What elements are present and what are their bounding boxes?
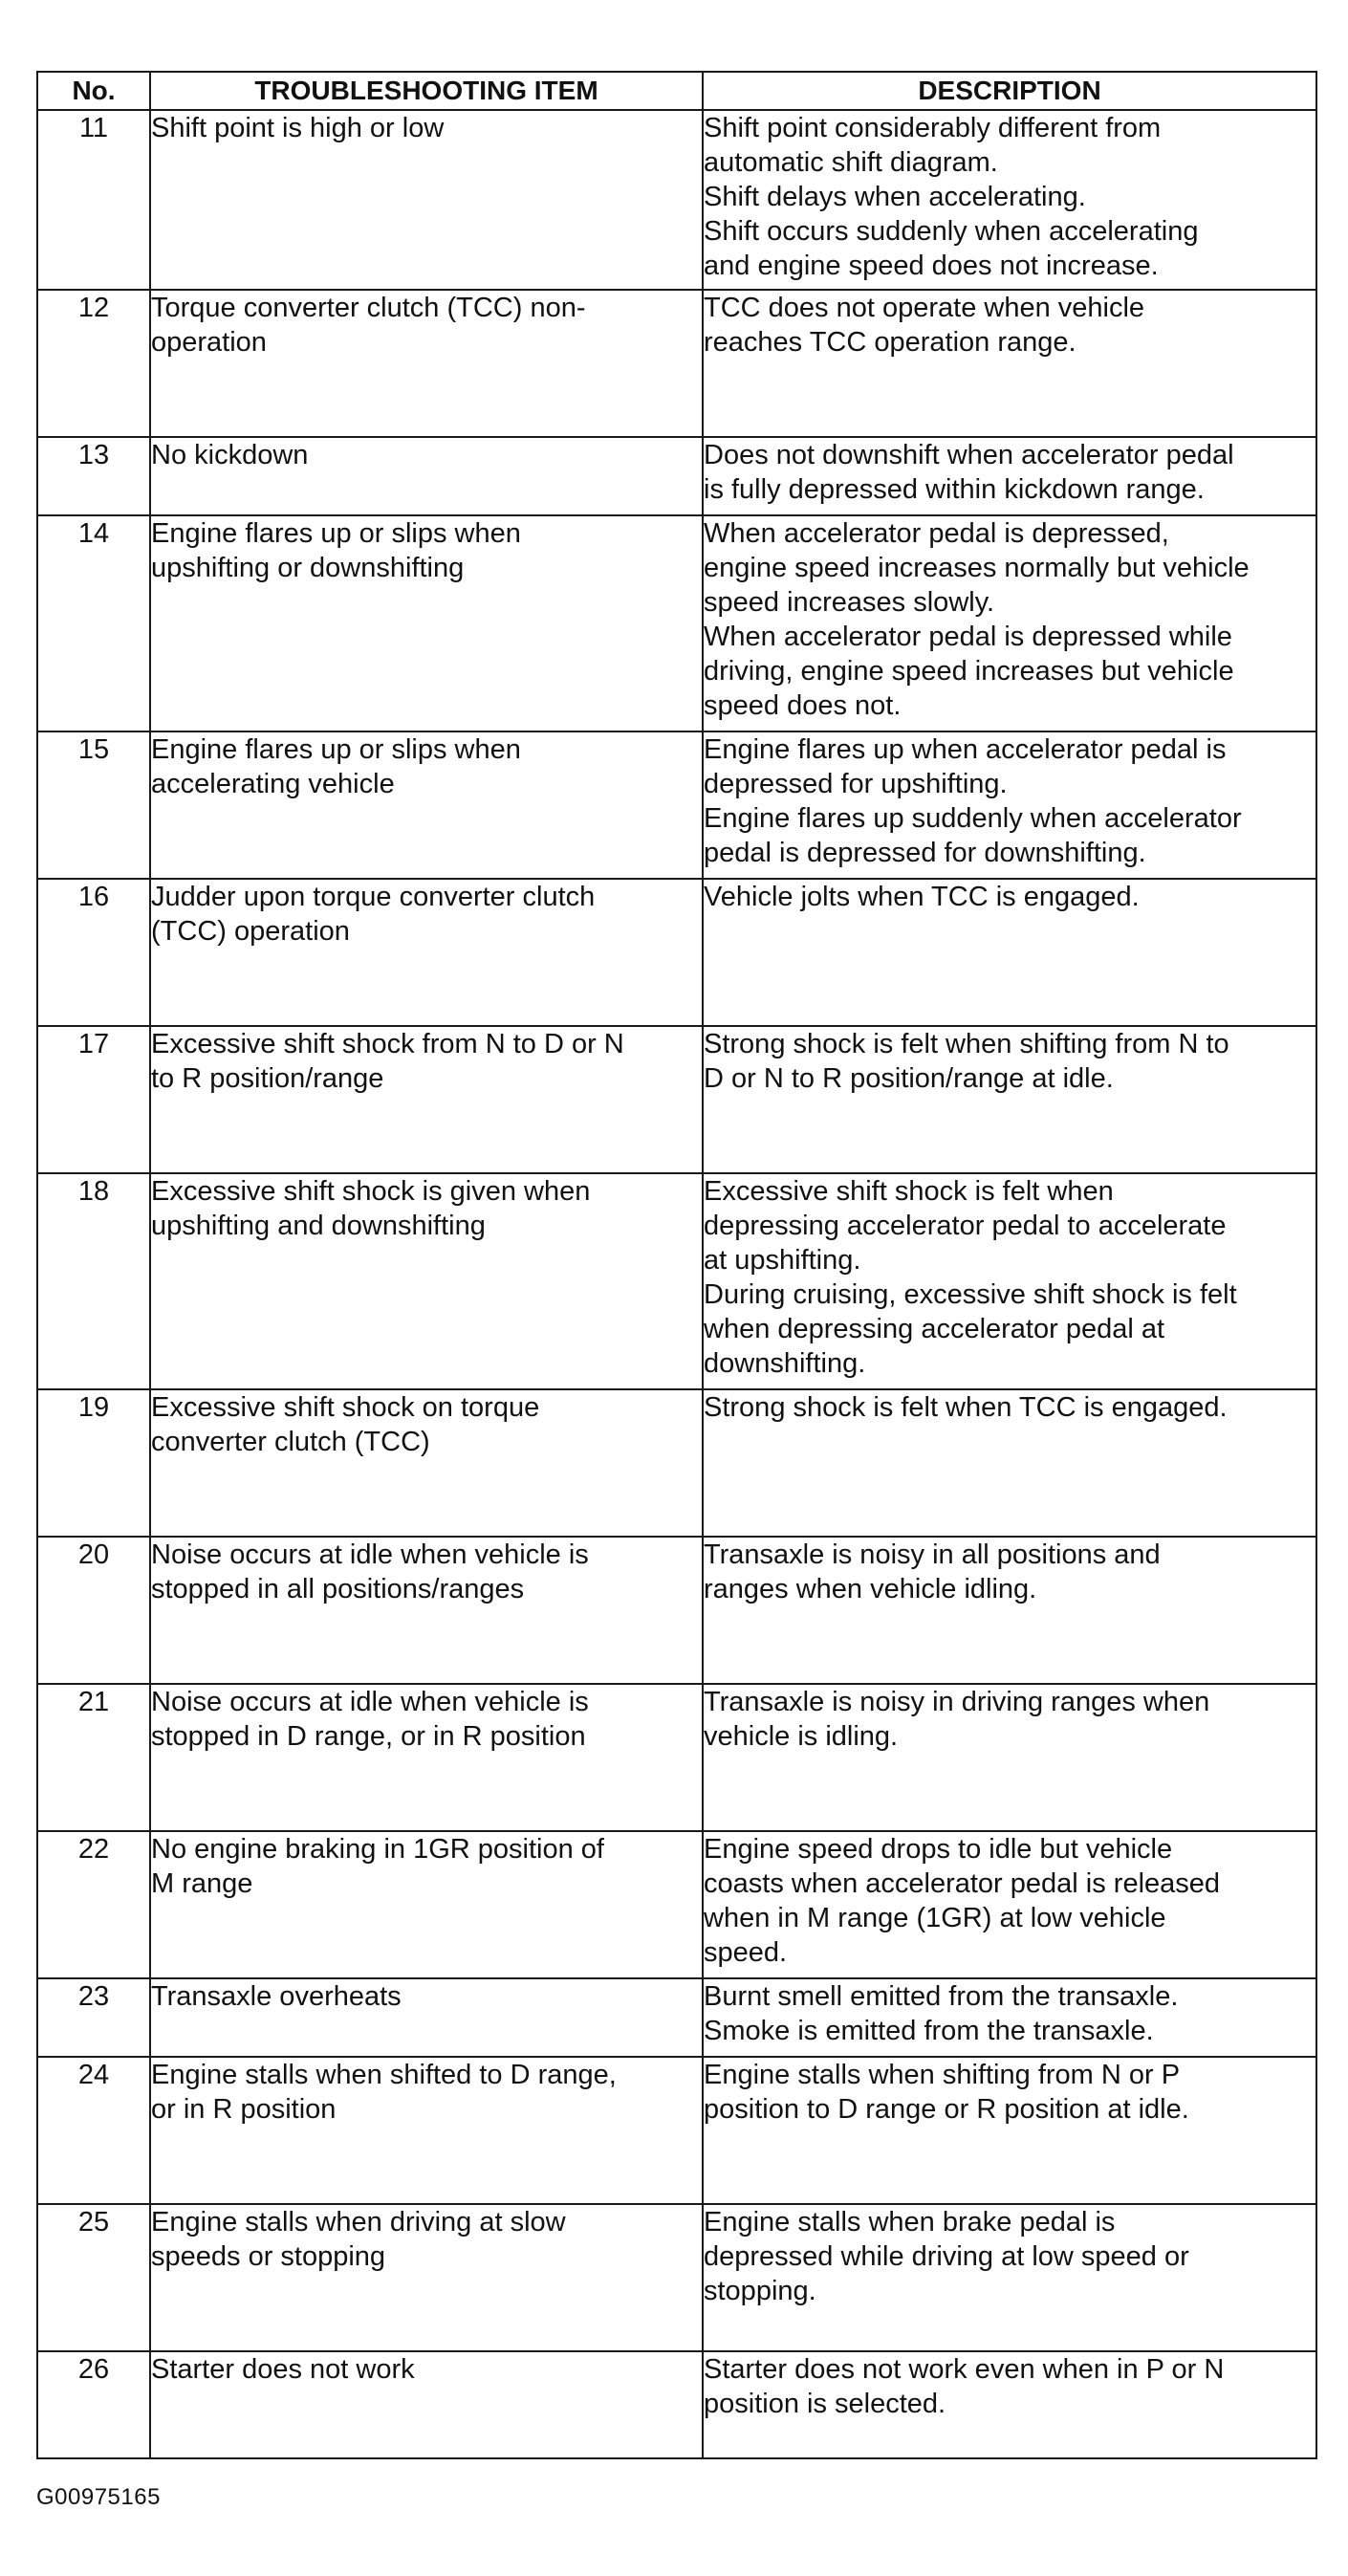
troubleshooting-item-cell [150,1389,703,1537]
header-troubleshooting-item: TROUBLESHOOTING ITEM [150,72,703,110]
description-cell [703,1389,1316,1537]
description-text: During cruising, excessive shift shock is felt [704,1279,1237,1310]
description-text: Transaxle is noisy in driving ranges when [704,1687,1210,1717]
troubleshooting-item-text: upshifting and downshifting [151,1211,486,1241]
description-cell [703,290,1316,437]
description-text: speed does not. [704,690,902,721]
table-row [37,1537,1316,1684]
description-text: reaches TCC operation range. [704,327,1076,358]
troubleshooting-item-cell [150,110,703,290]
description-text: Strong shock is felt when TCC is engaged. [704,1392,1228,1423]
row-number: 26 [37,2351,150,2458]
description-text: when in M range (1GR) at low vehicle [704,1903,1166,1933]
troubleshooting-item-cell [150,879,703,1026]
description-text: depressed for upshifting. [704,769,1008,799]
row-number: 13 [37,437,150,515]
description-text: Excessive shift shock is felt when [704,1176,1114,1207]
description-cell [703,731,1316,879]
troubleshooting-item-cell [150,2204,703,2351]
description-text: when depressing accelerator pedal at [704,1314,1165,1344]
table-body [37,110,1316,2458]
troubleshooting-item-cell [150,290,703,437]
description-cell [703,1831,1316,1978]
table-row [37,1389,1316,1537]
description-text: Engine stalls when brake pedal is [704,2207,1116,2238]
description-text: Does not downshift when accelerator pedal [704,440,1234,470]
description-text: Burnt smell emitted from the transaxle. [704,1981,1179,2012]
troubleshooting-item-text: Judder upon torque converter clutch [151,882,596,912]
description-text: Strong shock is felt when shifting from N to [704,1029,1229,1059]
description-text: depressed while driving at low speed or [704,2241,1189,2272]
troubleshooting-item-cell [150,2057,703,2204]
header-row [37,72,1316,110]
troubleshooting-item-text: operation [151,327,267,358]
description-text: TCC does not operate when vehicle [704,293,1145,323]
troubleshooting-item-text: Noise occurs at idle when vehicle is [151,1687,589,1717]
header-no: No. [37,72,150,110]
header-description: DESCRIPTION [703,72,1316,110]
description-cell [703,2204,1316,2351]
troubleshooting-item-text: Engine flares up or slips when [151,734,521,765]
description-text: engine speed increases normally but vehicle [704,553,1250,583]
troubleshooting-item-text: upshifting or downshifting [151,553,465,583]
description-text: automatic shift diagram. [704,147,998,178]
row-number: 24 [37,2057,150,2204]
troubleshooting-item-text: stopped in all positions/ranges [151,1574,525,1605]
row-number: 19 [37,1389,150,1537]
table-row [37,1978,1316,2057]
table-header [37,72,1316,110]
troubleshooting-item-cell [150,1978,703,2057]
table-row [37,1684,1316,1831]
troubleshooting-item-text: (TCC) operation [151,916,350,947]
figure-id: G00975165 [36,2484,161,2510]
row-number: 14 [37,515,150,731]
description-text: speed increases slowly. [704,587,995,618]
description-cell [703,437,1316,515]
description-text: depressing accelerator pedal to accelerate [704,1211,1227,1241]
troubleshooting-item-cell [150,2351,703,2458]
row-number: 18 [37,1173,150,1389]
description-cell [703,110,1316,290]
troubleshooting-item-text: to R position/range [151,1063,384,1094]
troubleshooting-item-text: Noise occurs at idle when vehicle is [151,1539,589,1570]
troubleshooting-item-text: Excessive shift shock from N to D or N [151,1029,624,1059]
troubleshooting-item-cell [150,437,703,515]
row-number: 22 [37,1831,150,1978]
table-row [37,1173,1316,1389]
row-number: 21 [37,1684,150,1831]
troubleshooting-item-cell [150,1173,703,1389]
description-text: Starter does not work even when in P or N [704,2354,1225,2385]
table-row [37,2351,1316,2458]
description-text: Engine speed drops to idle but vehicle [704,1834,1173,1865]
troubleshooting-item-text: speeds or stopping [151,2241,386,2272]
table-row [37,731,1316,879]
description-text: Shift delays when accelerating. [704,182,1086,212]
description-text: downshifting. [704,1348,866,1379]
row-number: 16 [37,879,150,1026]
description-text: is fully depressed within kickdown range. [704,474,1205,505]
table-row [37,515,1316,731]
troubleshooting-item-text: or in R position [151,2094,337,2125]
troubleshooting-table [36,71,1317,2459]
troubleshooting-item-text: Excessive shift shock on torque [151,1392,540,1423]
description-text: Engine stalls when shifting from N or P [704,2060,1181,2090]
description-cell [703,1684,1316,1831]
troubleshooting-item-text: No engine braking in 1GR position of [151,1834,604,1865]
row-number: 11 [37,110,150,290]
row-number: 17 [37,1026,150,1173]
description-cell [703,1026,1316,1173]
description-text: ranges when vehicle idling. [704,1574,1037,1605]
table-row [37,1026,1316,1173]
row-number: 15 [37,731,150,879]
description-text: Smoke is emitted from the transaxle. [704,2016,1154,2046]
troubleshooting-item-text: Shift point is high or low [151,113,445,143]
table-row [37,290,1316,437]
table-row [37,2057,1316,2204]
troubleshooting-item-text: Transaxle overheats [151,1981,402,2012]
troubleshooting-item-text: Engine stalls when driving at slow [151,2207,566,2238]
troubleshooting-item-text: Excessive shift shock is given when [151,1176,591,1207]
troubleshooting-item-cell [150,1537,703,1684]
description-cell [703,879,1316,1026]
troubleshooting-item-text: Engine flares up or slips when [151,518,521,549]
description-text: speed. [704,1937,788,1968]
table-row [37,2204,1316,2351]
description-text: Vehicle jolts when TCC is engaged. [704,882,1140,912]
description-text: driving, engine speed increases but vehicle [704,656,1234,687]
troubleshooting-item-text: accelerating vehicle [151,769,395,799]
troubleshooting-item-text: No kickdown [151,440,309,470]
table-row [37,1831,1316,1978]
row-number: 25 [37,2204,150,2351]
description-text: Engine flares up when accelerator pedal is [704,734,1227,765]
description-text: coasts when accelerator pedal is released [704,1868,1221,1899]
troubleshooting-item-cell [150,515,703,731]
description-text: pedal is depressed for downshifting. [704,838,1146,868]
troubleshooting-item-text: Torque converter clutch (TCC) non- [151,293,586,323]
table-row [37,110,1316,290]
description-text: position to D range or R position at idle. [704,2094,1189,2125]
description-text: and engine speed does not increase. [704,251,1159,281]
troubleshooting-item-text: Engine stalls when shifted to D range, [151,2060,617,2090]
description-text: vehicle is idling. [704,1721,899,1752]
description-text: Engine flares up suddenly when accelerator [704,803,1242,834]
troubleshooting-item-text: Starter does not work [151,2354,415,2385]
table-row [37,437,1316,515]
description-cell [703,2351,1316,2458]
troubleshooting-item-text: M range [151,1868,253,1899]
troubleshooting-item-cell [150,1831,703,1978]
description-cell [703,1173,1316,1389]
description-text: D or N to R position/range at idle. [704,1063,1114,1094]
troubleshooting-item-cell [150,1026,703,1173]
description-text: Transaxle is noisy in all positions and [704,1539,1161,1570]
description-cell [703,515,1316,731]
troubleshooting-item-text: converter clutch (TCC) [151,1427,430,1457]
description-cell [703,1537,1316,1684]
troubleshooting-item-cell [150,731,703,879]
description-text: When accelerator pedal is depressed while [704,622,1232,652]
description-text: Shift point considerably different from [704,113,1162,143]
description-text: stopping. [704,2276,816,2306]
troubleshooting-item-cell [150,1684,703,1831]
description-text: When accelerator pedal is depressed, [704,518,1169,549]
table-row [37,879,1316,1026]
description-text: at upshifting. [704,1245,861,1276]
row-number: 12 [37,290,150,437]
troubleshooting-item-text: stopped in D range, or in R position [151,1721,586,1752]
description-text: Shift occurs suddenly when accelerating [704,216,1199,247]
row-number: 23 [37,1978,150,2057]
description-cell [703,1978,1316,2057]
description-text: position is selected. [704,2389,946,2419]
row-number: 20 [37,1537,150,1684]
description-cell [703,2057,1316,2204]
